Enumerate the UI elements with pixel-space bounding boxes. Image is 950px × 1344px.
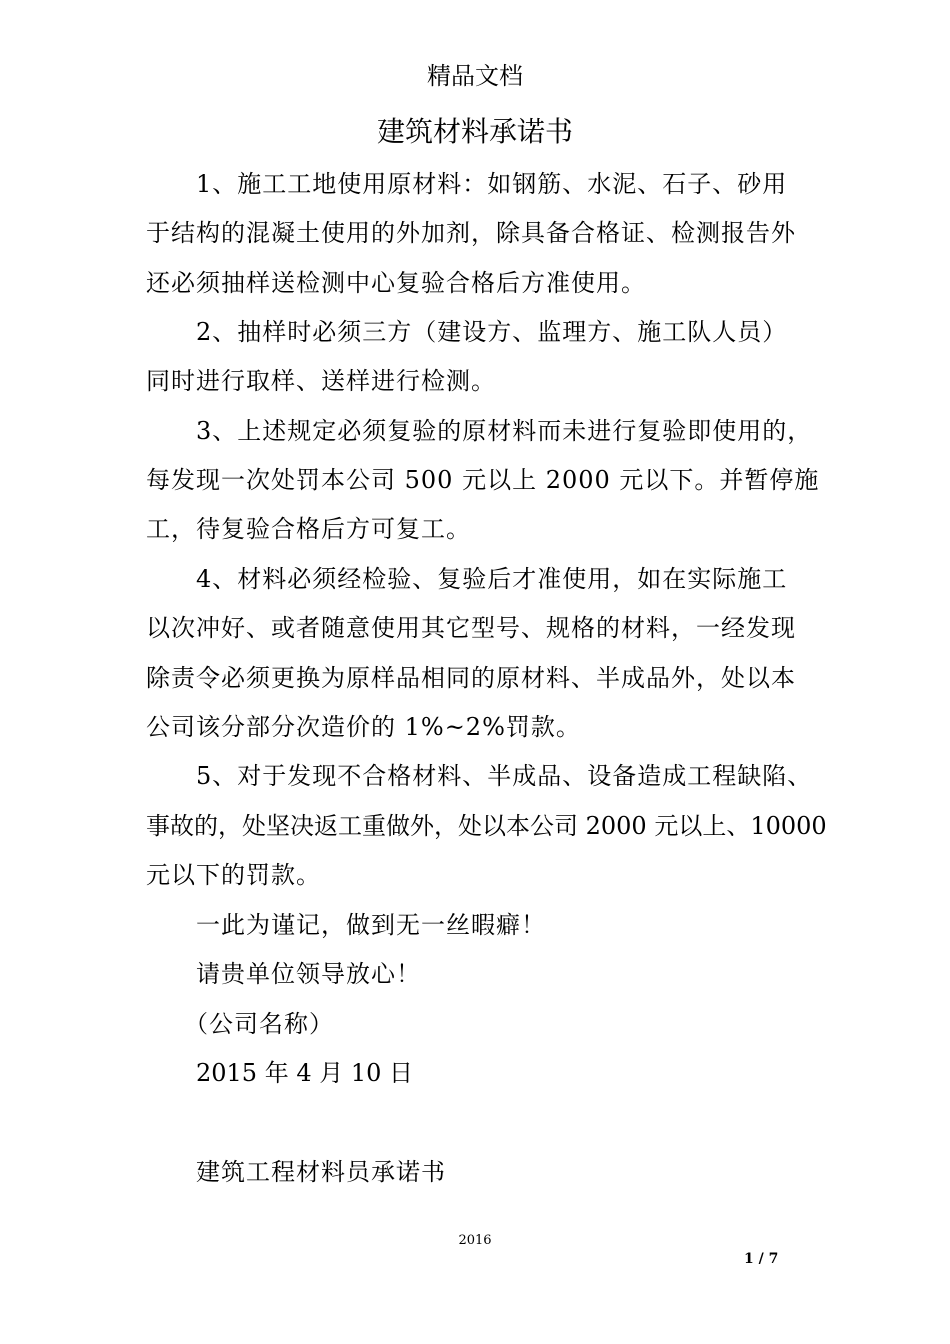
closing-assurance: 请贵单位领导放心！ (196, 960, 421, 988)
paragraph-1-line-1: 1、施工工地使用原材料：如钢筋、水泥、石子、砂用 (196, 170, 788, 198)
footer-year: 2016 (458, 1233, 492, 1248)
paragraph-3-line-3: 工，待复验合格后方可复工。 (146, 515, 471, 543)
page-number: 1 / 7 (744, 1251, 779, 1267)
paragraph-4-line-2: 以次冲好、或者随意使用其它型号、规格的材料，一经发现 (146, 614, 796, 642)
paragraph-3-line-2: 每发现一次处罚本公司 500 元以上 2000 元以下。并暂停施 (146, 466, 820, 494)
paragraph-2-line-2: 同时进行取样、送样进行检测。 (146, 367, 496, 395)
paragraph-3-line-1: 3、上述规定必须复验的原材料而未进行复验即使用的， (196, 417, 813, 445)
closing-note: 一此为谨记，做到无一丝暇癖！ (196, 911, 546, 939)
paragraph-4-line-3: 除责令必须更换为原样品相同的原材料、半成品外，处以本 (146, 664, 796, 692)
paragraph-5-line-3: 元以下的罚款。 (146, 861, 321, 889)
paragraph-5-line-1: 5、对于发现不合格材料、半成品、设备造成工程缺陷、 (196, 762, 813, 790)
paragraph-5-line-2: 事故的，处坚决返工重做外，处以本公司 2000 元以上、10000 (146, 812, 827, 840)
company-name: （公司名称） (184, 1010, 334, 1038)
document-title: 建筑材料承诺书 (376, 115, 573, 148)
paragraph-2-line-1: 2、抽样时必须三方（建设方、监理方、施工队人员） (196, 318, 788, 346)
paragraph-4-line-1: 4、材料必须经检验、复验后才准使用，如在实际施工 (196, 565, 788, 593)
paragraph-4-line-4: 公司该分部分次造价的 1%~2%罚款。 (146, 713, 581, 741)
next-document-title: 建筑工程材料员承诺书 (196, 1158, 446, 1186)
paragraph-1-line-3: 还必须抽样送检测中心复验合格后方准使用。 (146, 269, 646, 297)
page-header: 精品文档 (427, 62, 523, 90)
paragraph-1-line-2: 于结构的混凝土使用的外加剂，除具备合格证、检测报告外 (146, 219, 796, 247)
signature-date: 2015 年 4 月 10 日 (196, 1059, 414, 1087)
